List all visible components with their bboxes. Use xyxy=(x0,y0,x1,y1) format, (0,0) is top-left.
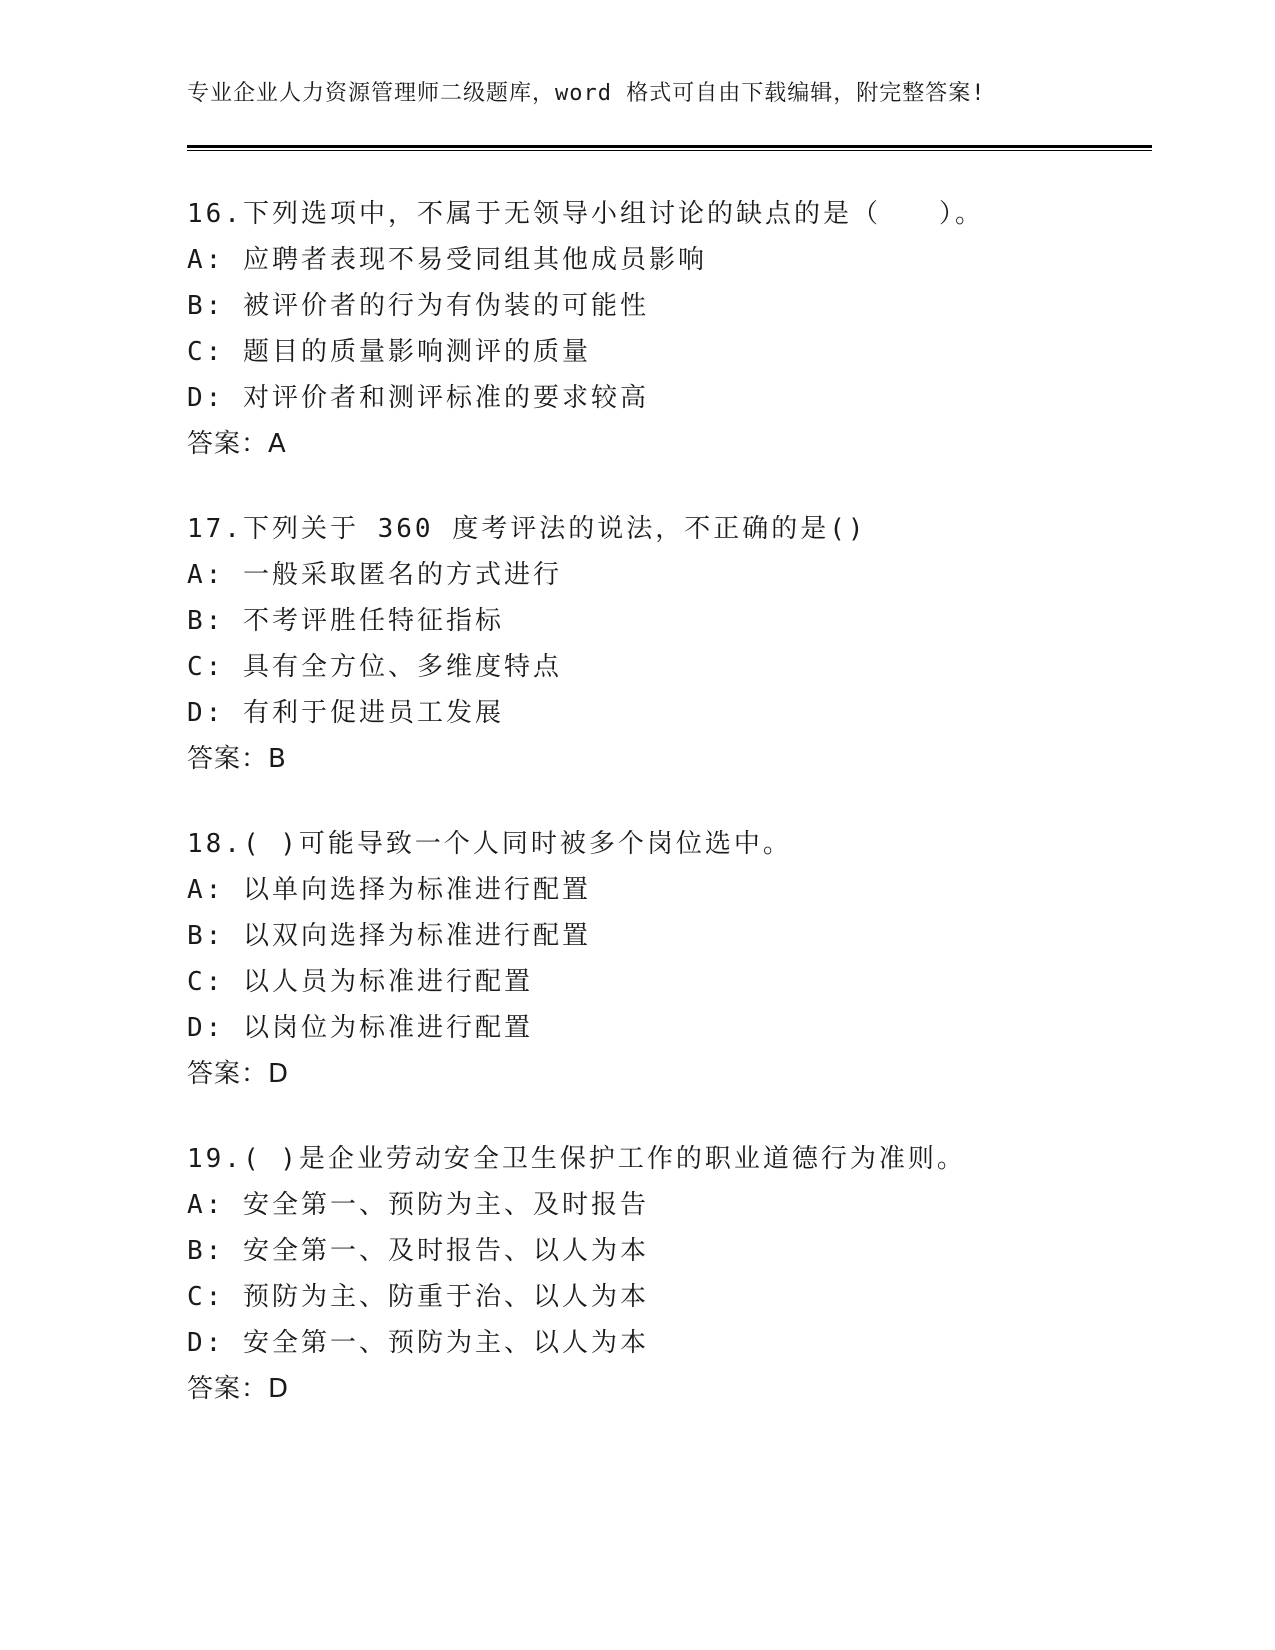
option-a: A: 应聘者表现不易受同组其他成员影响 xyxy=(187,245,707,275)
header-divider-thin xyxy=(187,150,1152,151)
header-divider-thick xyxy=(187,145,1152,148)
question-stem: 16.下列选项中，不属于无领导小组讨论的缺点的是（ ）。 xyxy=(187,199,984,229)
option-c: C: 具有全方位、多维度特点 xyxy=(187,652,562,682)
option-a: A: 安全第一、预防为主、及时报告 xyxy=(187,1190,649,1220)
option-c: C: 题目的质量影响测评的质量 xyxy=(187,337,591,367)
page-header: 专业企业人力资源管理师二级题库，word 格式可自由下载编辑，附完整答案! xyxy=(187,81,986,106)
option-d: D: 有利于促进员工发展 xyxy=(187,698,504,728)
answer-line: 答案：D xyxy=(187,1059,290,1089)
question-18 xyxy=(187,821,1167,1097)
answer-line: 答案：D xyxy=(187,1374,290,1404)
question-16 xyxy=(187,191,1167,467)
option-b: B: 安全第一、及时报告、以人为本 xyxy=(187,1236,649,1266)
option-d: D: 以岗位为标准进行配置 xyxy=(187,1013,533,1043)
question-stem: 17.下列关于 360 度考评法的说法，不正确的是() xyxy=(187,514,867,544)
option-b: B: 被评价者的行为有伪装的可能性 xyxy=(187,291,649,321)
option-a: A: 一般采取匿名的方式进行 xyxy=(187,560,562,590)
option-d: D: 安全第一、预防为主、以人为本 xyxy=(187,1328,649,1358)
option-c: C: 预防为主、防重于治、以人为本 xyxy=(187,1282,649,1312)
question-stem: 19.( )是企业劳动安全卫生保护工作的职业道德行为准则。 xyxy=(187,1144,966,1174)
answer-line: 答案：B xyxy=(187,744,287,774)
question-stem: 18.( )可能导致一个人同时被多个岗位选中。 xyxy=(187,829,792,859)
option-b: B: 以双向选择为标准进行配置 xyxy=(187,921,591,951)
answer-line: 答案：A xyxy=(187,429,287,459)
option-a: A: 以单向选择为标准进行配置 xyxy=(187,875,591,905)
option-d: D: 对评价者和测评标准的要求较高 xyxy=(187,383,649,413)
option-c: C: 以人员为标准进行配置 xyxy=(187,967,533,997)
question-19 xyxy=(187,1136,1167,1412)
question-17 xyxy=(187,506,1167,782)
option-b: B: 不考评胜任特征指标 xyxy=(187,606,504,636)
